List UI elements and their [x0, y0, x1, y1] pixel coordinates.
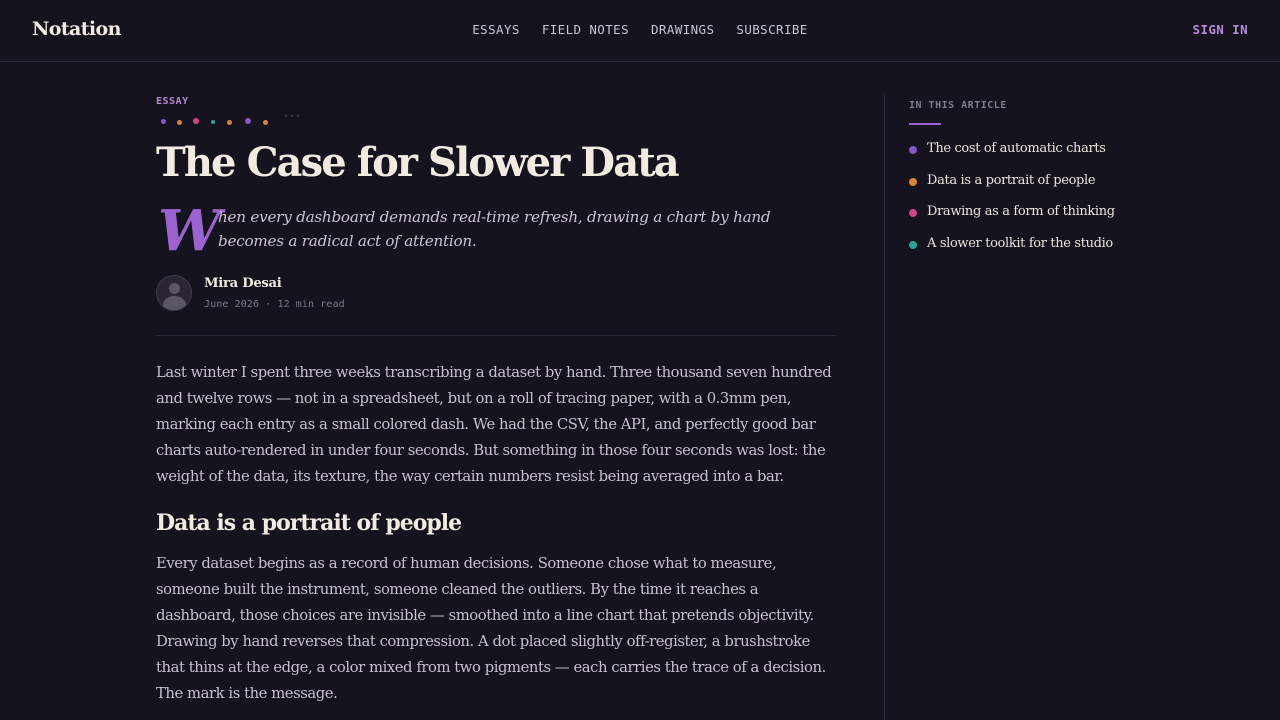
nav-essays[interactable]: ESSAYS [472, 22, 520, 37]
user-avatar-icon[interactable] [156, 275, 192, 311]
nav-drawings[interactable]: DRAWINGS [651, 22, 715, 37]
toc-item-drawing-as-thinking[interactable] [909, 204, 1249, 236]
ellipsis-glyph: ··· [283, 111, 302, 122]
toc-item-label: The cost of automatic charts [927, 141, 1106, 156]
nav-field-notes[interactable]: FIELD NOTES [541, 22, 629, 37]
toc-item-label: Drawing as a form of thinking [927, 204, 1115, 219]
drop-cap: W [158, 198, 221, 264]
ink-dot [245, 118, 251, 124]
table-of-contents [909, 100, 1249, 267]
toc-item-label: A slower toolkit for the studio [927, 235, 1113, 251]
ink-dot [193, 118, 199, 124]
bullet-dot-icon [909, 209, 917, 217]
author-name[interactable]: Mira Desai [204, 276, 282, 291]
toc-item-cost-of-automatic-charts[interactable] [909, 141, 1249, 173]
ink-dots-ornament [156, 111, 836, 130]
body-paragraph: Last winter I spent three weeks transcribing a dataset by hand. Three thousand seven hundred and twelve rows — not in a spreadsheet, but on a roll of tracing paper, with a 0.3mm pen, marking each entry as a small colored dash. We had the CSV, the API, and perfectly good bar charts auto-rendered in under four seconds. But something in those four seconds was lost: the weight of the data, its texture, the way certain numbers resist being averaged into a bar. [156, 364, 832, 485]
article-dek [156, 198, 836, 269]
toc-accent-underline [909, 123, 941, 125]
dek-text: hen every dashboard demands real-time refresh, drawing a chart by hand becomes a radical act of attention. [218, 208, 771, 250]
toc-label: IN THIS ARTICLE [909, 100, 1007, 111]
ink-dot [263, 120, 268, 125]
top-navigation-bar [0, 0, 1280, 62]
divider-rule [156, 335, 836, 336]
article-title: The Case for Slower Data [156, 139, 678, 186]
sidebar-divider [884, 95, 885, 720]
article-category: ESSAY [156, 96, 189, 107]
ink-dot [227, 120, 232, 125]
main-nav [0, 22, 1280, 37]
ink-dot [211, 120, 215, 124]
toc-item-portrait-of-people[interactable] [909, 173, 1249, 205]
body-paragraph: Every dataset begins as a record of human decisions. Someone chose what to measure, someone built the instrument, someone cleaned the outliers. By the time it reaches a dashboard, those choices are invisible — smoothed into a line chart that pretends objectivity. Drawing by hand reverses that compression. A dot placed slightly off-register, a brushstroke that thins at the edge, a color mixed from two pigments — each carries the trace of a decision. The mark is the message. [156, 555, 826, 702]
sign-in-link[interactable]: SIGN IN [1192, 22, 1248, 37]
bullet-dot-icon [909, 146, 917, 154]
article-meta: June 2026 · 12 min read [204, 299, 345, 310]
bullet-dot-icon [909, 178, 917, 186]
bullet-dot-icon [909, 241, 917, 249]
ink-dot [161, 119, 166, 124]
byline [156, 275, 836, 325]
nav-subscribe[interactable]: SUBSCRIBE [736, 22, 808, 37]
toc-list [909, 141, 1249, 267]
section-heading: Data is a portrait of people [156, 510, 462, 536]
toc-item-label: Data is a portrait of people [927, 172, 1096, 188]
toc-item-slower-toolkit[interactable] [909, 236, 1249, 268]
article [156, 96, 836, 707]
site-logo[interactable]: Notation [32, 18, 121, 40]
ink-dot [177, 120, 182, 125]
